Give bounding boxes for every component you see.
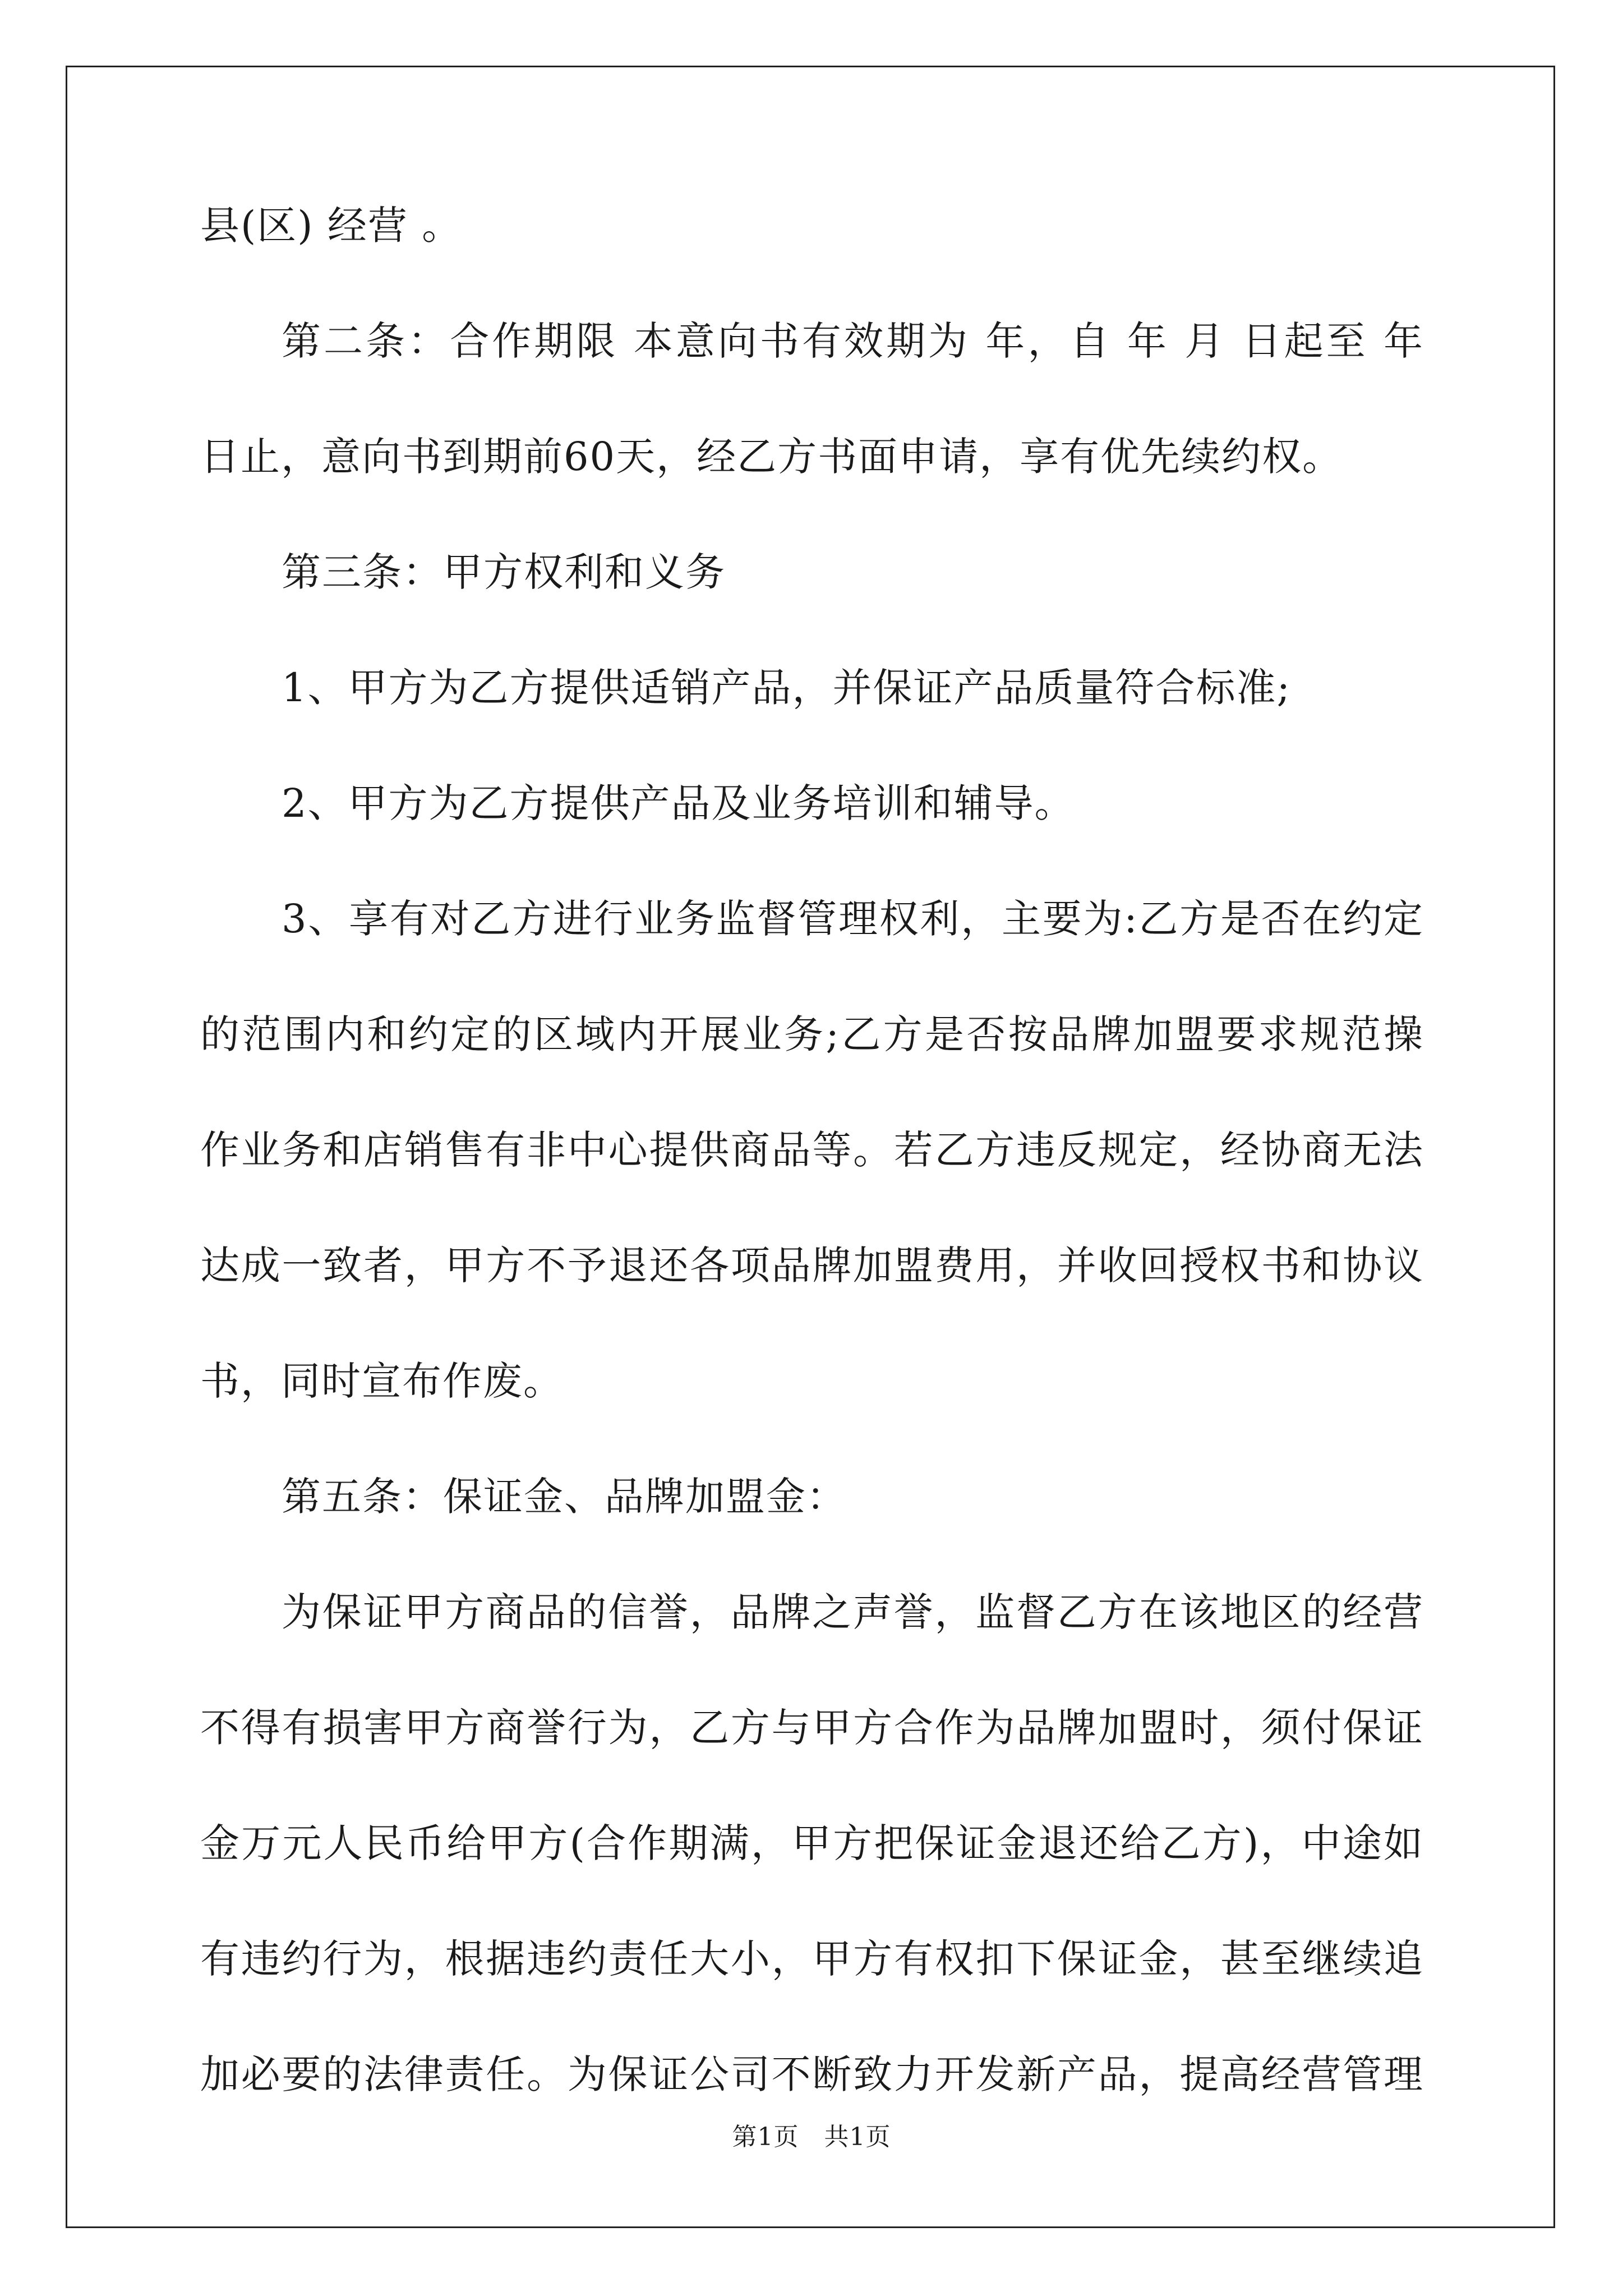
text-line-content: 第五条：保证金、品牌加盟金：	[282, 1474, 847, 1520]
text-line	[200, 1012, 1423, 1128]
text-line	[200, 781, 1423, 896]
text-line	[200, 1128, 1423, 1243]
text-line	[200, 1705, 1423, 1821]
text-line-content: 金万元人民币给甲方(合作期满，甲方把保证金退还给乙方)，中途如	[200, 1820, 1423, 1866]
text-line-content: 的范围内和约定的区域内开展业务;乙方是否按品牌加盟要求规范操	[200, 1011, 1423, 1057]
text-line	[200, 1243, 1423, 1359]
text-line-content: 为保证甲方商品的信誉，品牌之声誉，监督乙方在该地区的经营	[282, 1589, 1423, 1635]
text-line	[200, 896, 1423, 1012]
text-line	[200, 1936, 1423, 2052]
document-body	[200, 203, 1423, 2168]
text-line-content: 书，同时宣布作废。	[200, 1358, 564, 1404]
text-line-content: 第二条：合作期限 本意向书有效期为 年，自 年 月 日起至 年	[282, 318, 1423, 364]
text-line-content: 日止，意向书到期前60天，经乙方书面申请，享有优先续约权。	[200, 434, 1343, 480]
text-line-content: 3、享有对乙方进行业务监督管理权利，主要为:乙方是否在约定	[282, 896, 1423, 942]
text-line-content: 达成一致者，甲方不予退还各项品牌加盟费用，并收回授权书和协议	[200, 1243, 1423, 1289]
text-line	[200, 1821, 1423, 1936]
text-line	[200, 434, 1423, 550]
text-line-content: 第三条：甲方权利和义务	[282, 549, 726, 595]
text-line	[200, 1359, 1423, 1474]
text-line	[200, 203, 1423, 319]
text-line	[200, 319, 1423, 434]
text-line-content: 不得有损害甲方商誉行为，乙方与甲方合作为品牌加盟时，须付保证	[200, 1705, 1423, 1751]
text-line-content: 作业务和店销售有非中心提供商品等。若乙方违反规定，经协商无法	[200, 1127, 1423, 1173]
page-number-footer: 第1页 共1页	[732, 2123, 891, 2151]
text-line	[200, 1474, 1423, 1590]
text-line-content: 有违约行为，根据违约责任大小，甲方有权扣下保证金，甚至继续追	[200, 1936, 1423, 1982]
text-line-content: 县(区) 经营 。	[200, 203, 463, 249]
text-line-content: 2、甲方为乙方提供产品及业务培训和辅导。	[282, 780, 1075, 826]
text-line	[200, 550, 1423, 665]
text-line-content: 加必要的法律责任。为保证公司不断致力开发新产品，提高经营管理	[200, 2051, 1423, 2097]
text-line	[200, 665, 1423, 781]
text-line	[200, 1590, 1423, 1705]
text-line-content: 1、甲方为乙方提供适销产品，并保证产品质量符合标准;	[282, 665, 1292, 711]
